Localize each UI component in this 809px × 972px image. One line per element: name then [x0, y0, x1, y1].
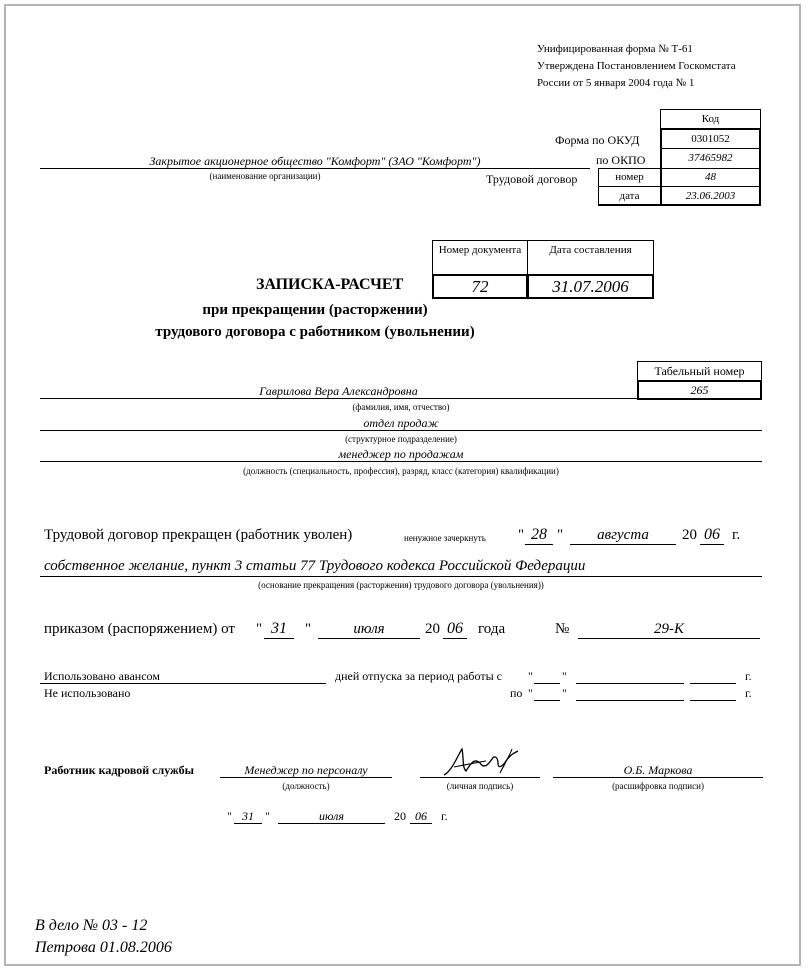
sign-day-line — [234, 823, 262, 824]
sign-year-g: г. — [441, 809, 448, 823]
tab-number-header: Табельный номер — [637, 361, 762, 381]
termination-month-line — [570, 544, 676, 545]
termination-reason-caption: (основание прекращения (расторжения) трудового договора (увольнения)) — [258, 580, 544, 590]
okud-value: 0301052 — [660, 128, 761, 149]
vacation-to-day-line — [534, 700, 560, 701]
sign-year-prefix: 20 — [394, 809, 406, 823]
organization-caption: (наименование организации) — [209, 171, 321, 181]
contract-label: Трудовой договор — [486, 172, 578, 186]
employee-full-name: Гаврилова Вера Александровна — [259, 384, 418, 398]
number-value: 48 — [660, 168, 761, 187]
okpo-label: по ОКПО — [596, 153, 646, 167]
order-quote-close: " — [305, 621, 312, 637]
order-year-word: года — [478, 621, 506, 637]
vacation-from-month-line — [576, 683, 684, 684]
full-name-caption: (фамилия, имя, отчество) — [352, 402, 450, 412]
termination-reason: собственное желание, пункт 3 статьи 77 Трудового кодекса Российской Федерации — [44, 558, 586, 574]
document-subtitle-2: трудового договора с работником (увольнении) — [155, 324, 475, 340]
document-subtitle-1: при прекращении (расторжении) — [202, 302, 428, 318]
sign-day: 31 — [242, 809, 254, 823]
approved-date: России от 5 января 2004 года № 1 — [537, 77, 695, 89]
termination-year-prefix: 20 — [682, 527, 697, 543]
vacation-from-year-line — [690, 683, 736, 684]
position-line — [40, 461, 762, 462]
form-name: Унифицированная форма № Т-61 — [537, 43, 693, 55]
termination-month: августа — [597, 527, 649, 543]
date-value: 23.06.2003 — [660, 186, 761, 206]
employee-position: менеджер по продажам — [338, 447, 464, 461]
order-day-line — [264, 638, 294, 639]
vacation-from-quote-close: " — [562, 669, 567, 683]
employee-department: отдел продаж — [363, 416, 439, 430]
order-year-suffix: 06 — [447, 620, 463, 637]
termination-year-suffix: 06 — [704, 526, 720, 543]
vacation-from-day-line — [534, 683, 560, 684]
vacation-used-line — [40, 683, 326, 684]
order-label: приказом (распоряжением) от — [44, 621, 235, 637]
vacation-to-label: по — [510, 686, 523, 700]
order-quote-open: " — [256, 621, 263, 637]
hr-position-caption: (должность) — [282, 781, 330, 791]
hr-name-caption: (расшифровка подписи) — [612, 781, 704, 791]
hr-name-line — [553, 777, 763, 778]
signature-mark — [440, 745, 524, 779]
vacation-used-label: Использовано авансом — [44, 669, 160, 683]
vacation-to-month-line — [576, 700, 684, 701]
order-number-sign: № — [555, 621, 570, 637]
hr-name: О.Б. Маркова — [623, 763, 693, 777]
department-line — [40, 430, 762, 431]
document-title: ЗАПИСКА-РАСЧЕТ — [256, 276, 404, 293]
order-number-line — [578, 638, 760, 639]
order-year-line — [443, 638, 467, 639]
hr-position: Менеджер по персоналу — [244, 763, 368, 777]
signature-line — [420, 777, 540, 778]
order-month: июля — [353, 621, 385, 637]
vacation-unused-label: Не использовано — [44, 686, 131, 700]
termination-reason-line — [40, 576, 762, 577]
doc-date-value: 31.07.2006 — [527, 274, 654, 299]
number-label: номер — [598, 168, 661, 187]
sign-year-suffix: 06 — [415, 809, 427, 823]
vacation-to-quote-close: " — [562, 686, 567, 700]
doc-number-value: 72 — [432, 274, 528, 299]
doc-date-header: Дата составления — [527, 240, 654, 275]
archive-note-line-2: Петрова 01.08.2006 — [35, 939, 172, 956]
doc-number-header: Номер документа — [432, 240, 528, 275]
sign-quote-open: " — [227, 809, 232, 823]
vacation-to-year-line — [690, 700, 736, 701]
signature-caption: (личная подпись) — [446, 781, 514, 791]
tab-number-value: 265 — [637, 380, 762, 400]
sign-month-line — [278, 823, 385, 824]
code-header: Код — [660, 109, 761, 129]
termination-quote-close: " — [557, 527, 564, 543]
vacation-from-year-g: г. — [745, 669, 752, 683]
termination-day: 28 — [531, 526, 547, 543]
strike-note: ненужное зачеркнуть — [404, 533, 486, 543]
archive-note-line-1: В дело № 03 - 12 — [35, 917, 148, 934]
termination-year-line — [700, 544, 724, 545]
position-caption: (должность (специальность, профессия), разряд, класс (категория) квалификации) — [243, 466, 559, 476]
vacation-to-year-g: г. — [745, 686, 752, 700]
vacation-to-quote-open: " — [528, 686, 533, 700]
hr-worker-label: Работник кадровой службы — [44, 763, 194, 777]
department-caption: (структурное подразделение) — [345, 434, 457, 444]
termination-label: Трудовой договор прекращен (работник уволен) — [44, 527, 353, 543]
full-name-line — [40, 398, 762, 399]
sign-month: июля — [319, 809, 344, 823]
order-number: 29-К — [654, 621, 684, 637]
sign-quote-close: " — [265, 809, 270, 823]
organization-name: Закрытое акционерное общество "Комфорт" (ЗАО "Комфорт") — [149, 154, 481, 168]
order-day: 31 — [271, 620, 287, 637]
termination-year-g: г. — [732, 527, 741, 543]
hr-position-line — [220, 777, 392, 778]
order-year-prefix: 20 — [425, 621, 440, 637]
termination-day-line — [525, 544, 553, 545]
okud-label: Форма по ОКУД — [555, 133, 640, 147]
approved-by: Утверждена Постановлением Госкомстата — [537, 60, 736, 72]
order-month-line — [318, 638, 420, 639]
organization-line — [40, 168, 590, 169]
vacation-from-quote-open: " — [528, 669, 533, 683]
sign-year-line — [410, 823, 432, 824]
vacation-days-label: дней отпуска за период работы с — [335, 669, 502, 683]
okpo-value: 37465982 — [660, 148, 761, 169]
termination-quote-open: " — [518, 527, 525, 543]
date-label: дата — [598, 186, 661, 206]
